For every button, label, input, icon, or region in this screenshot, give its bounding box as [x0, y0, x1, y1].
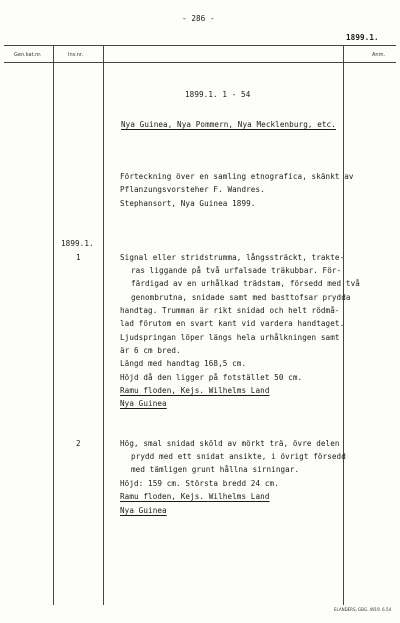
column-label-anm: Anm.: [372, 52, 386, 58]
entry-description-line: Signal eller stridstrumma, långssträckt, trakte-: [120, 253, 345, 262]
printer-mark: ELANDERS, GBG. 4919. 6.54: [334, 607, 392, 612]
entry-description-line: handtag. Trumman är rikt snidad och helt rödmå-: [120, 306, 340, 315]
entry-inv-number: 1: [76, 253, 81, 262]
column-divider-2: [103, 45, 104, 605]
entry-description-line: färdigad av en urhålkad trädstam, försedd med två: [131, 279, 360, 288]
intro-line: Stephansort, Nya Guinea 1899.: [120, 199, 256, 208]
top-rule: [4, 45, 396, 46]
entry-inv-number: 2: [76, 439, 81, 448]
collection-range: 1899.1. 1 - 54: [185, 90, 251, 99]
entry-region: Nya Guinea: [120, 399, 167, 408]
entry-description-line: Höjd då den ligger på fotstället 50 cm.: [120, 373, 303, 382]
header-rule: [4, 62, 396, 63]
column-label-inv-nr: Inv.nr.: [68, 52, 84, 58]
year-header: 1899.1.: [346, 33, 379, 42]
entry-description-line: ras liggande på två urfalsade träkubbar. För-: [131, 266, 342, 275]
intro-line: Förteckning över en samling etnografica, skänkt av: [120, 172, 354, 181]
entry-description-line: prydd med ett snidat ansikte, i övrigt försedd: [131, 452, 346, 461]
column-label-gen-kat-nr: Gen.kat.nr.: [14, 52, 42, 58]
column-divider-1: [53, 45, 54, 605]
entry-description-line: Hög, smal snidad sköld av mörkt trä, övre delen: [120, 439, 340, 448]
entry-description-line: Ljudspringan löper längs hela urhålkningen samt: [120, 333, 340, 342]
entry-description-line: lad förutom en svart kant vid vardera handtaget.: [120, 319, 345, 328]
entry-locality: Ramu floden, Kejs. Wilhelms Land: [120, 386, 270, 395]
entry-description-line: är 6 cm bred.: [120, 346, 181, 355]
entry-description-line: Längd med handtag 168,5 cm.: [120, 359, 247, 368]
intro-line: Pflanzungsvorsteher F. Wandres.: [120, 185, 265, 194]
regions-heading: Nya Guinea, Nya Pommern, Nya Mecklenburg, etc.: [121, 120, 336, 129]
entry-region: Nya Guinea: [120, 506, 167, 515]
entry-inv-year: 1899.1.: [61, 239, 94, 248]
entry-locality: Ramu floden, Kejs. Wilhelms Land: [120, 492, 270, 501]
entry-description-line: med tämligen grunt hållna sirningar.: [131, 465, 300, 474]
entry-description-line: Höjd: 159 cm. Största bredd 24 cm.: [120, 479, 279, 488]
page-number: - 286 -: [182, 14, 215, 23]
entry-description-line: genombrutna, snidade samt med basttofsar prydda: [131, 293, 351, 302]
